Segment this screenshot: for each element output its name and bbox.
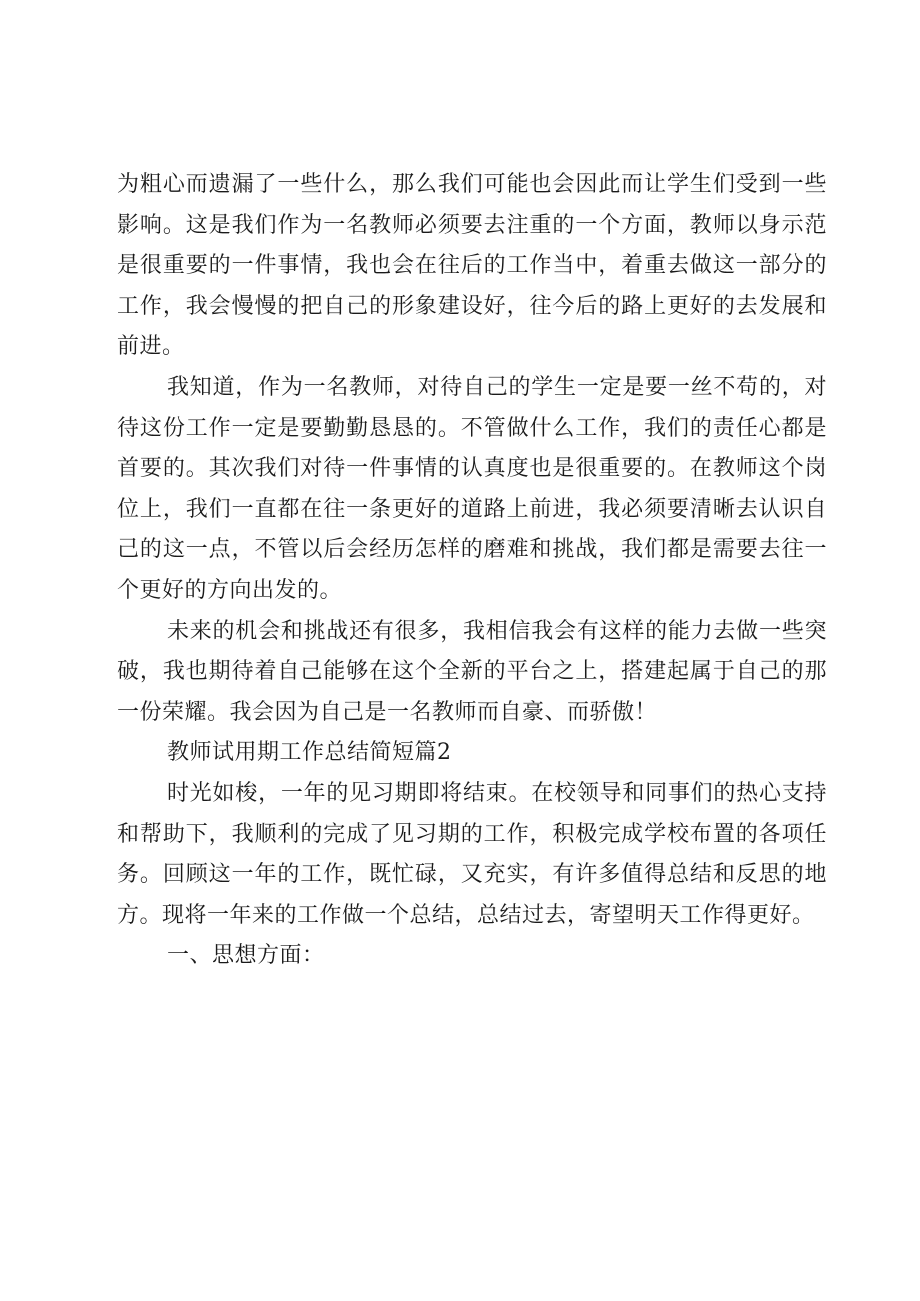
paragraph-continuation: 为粗心而遗漏了一些什么，那么我们可能也会因此而让学生们受到一些影响。这是我们作为一名教师必须要去注重的一个方面，教师以身示范是很重要的一件事情，我也会在往后的工作当中，着重去做这一部分的工作，我会慢慢的把自己的形象建设好，往今后的路上更好的去发展和前进。 <box>117 172 827 360</box>
paragraph-teacher-attitude: 我知道，作为一名教师，对待自己的学生一定是要一丝不苟的，对待这份工作一定是要勤勤恳恳的。不管做什么工作，我们的责任心都是首要的。其次我们对待一件事情的认真度也是很重要的。在教师这个岗位上，我们一直都在往一条更好的道路上前进，我必须要清晰去认识自己的这一点，不管以后会经历怎样的磨难和挑战，我们都是需要去往一个更好的方向出发的。 <box>117 374 827 603</box>
paragraph-future-opportunities: 未来的机会和挑战还有很多，我相信我会有这样的能力去做一些突破，我也期待着自己能够在这个全新的平台之上，搭建起属于自己的那一份荣耀。我会因为自己是一名教师而自豪、而骄傲！ <box>117 618 827 725</box>
subheading-thought-aspect: 一、思想方面： <box>167 943 325 969</box>
document-body <box>117 165 827 977</box>
paragraph-probation-summary: 时光如梭，一年的见习期即将结束。在校领导和同事们的热心支持和帮助下，我顺利的完成了见习期的工作，积极完成学校布置的各项任务。回顾这一年的工作，既忙碌，又充实，有许多值得总结和反思的地方。现将一年来的工作做一个总结，总结过去，寄望明天工作得更好。 <box>117 780 827 928</box>
section-heading-part-2: 教师试用期工作总结简短篇2 <box>167 740 452 766</box>
